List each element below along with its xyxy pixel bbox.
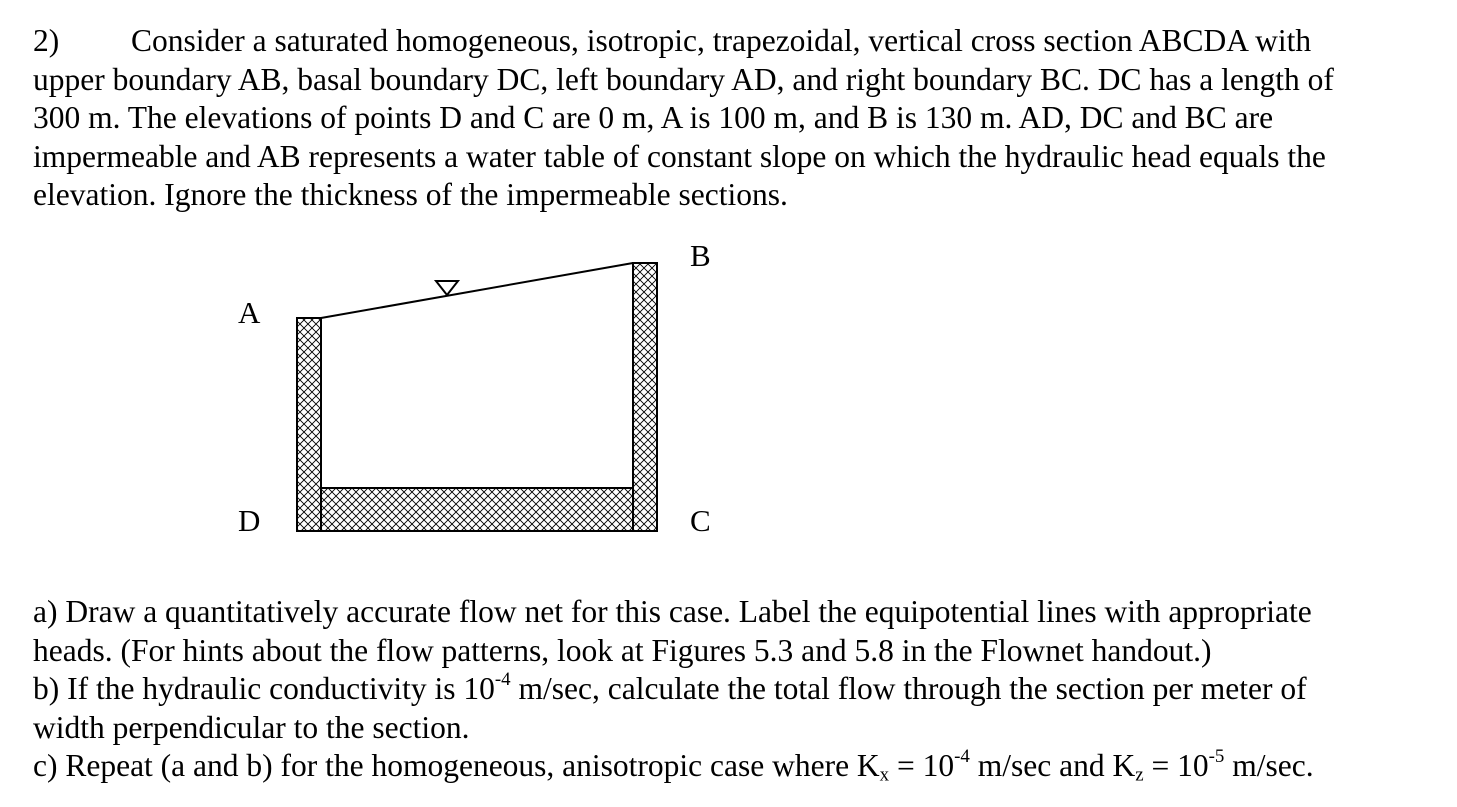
label-b: B — [690, 238, 711, 273]
part-b-line-1 — [33, 670, 1443, 709]
water-table-symbol-icon — [436, 281, 458, 295]
part-c-exponent-2: -5 — [1208, 745, 1225, 767]
question-parts — [33, 593, 1443, 786]
problem-line-4: impermeable and AB represents a water table of constant slope on which the hydraulic head equals the — [33, 138, 1326, 174]
part-c-text-mid1: = 10 — [889, 748, 955, 783]
right-impermeable-boundary — [633, 263, 657, 531]
basal-impermeable-boundary — [321, 488, 633, 531]
part-c-subscript-x: x — [879, 764, 890, 786]
part-c-line — [33, 747, 1443, 786]
label-a: A — [238, 295, 261, 330]
part-c-text-mid3: = 10 — [1143, 748, 1209, 783]
water-table-line — [321, 263, 633, 318]
part-a-line-2: heads. (For hints about the flow patterns, look at Figures 5.3 and 5.8 in the Flownet handout.) — [33, 632, 1212, 668]
problem-intro-text-1: Consider a saturated homogeneous, isotropic, trapezoidal, vertical cross section ABCDA with — [131, 23, 1312, 58]
part-c-subscript-z: z — [1135, 764, 1144, 786]
problem-line-5: elevation. Ignore the thickness of the impermeable sections. — [33, 177, 788, 212]
label-d: D — [238, 503, 261, 538]
part-c-exponent-1: -4 — [954, 745, 970, 767]
problem-line-2: upper boundary AB, basal boundary DC, left boundary AD, and right boundary BC. DC has a length of — [33, 61, 1334, 97]
part-b-exponent: -4 — [494, 668, 511, 690]
problem-line-3: 300 m. The elevations of points D and C are 0 m, A is 100 m, and B is 130 m. AD, DC and BC are — [33, 100, 1274, 135]
part-a-line-1: a) Draw a quantitatively accurate flow net for this case. Label the equipotential lines with appropriate — [33, 594, 1312, 629]
label-c: C — [690, 503, 711, 538]
part-b-text-post: m/sec, calculate the total flow through the section per meter of — [510, 671, 1307, 706]
problem-number: 2) — [33, 23, 60, 58]
left-impermeable-boundary — [297, 318, 321, 531]
part-b-line-2: width perpendicular to the section. — [33, 709, 470, 745]
part-b-text-pre: b) If the hydraulic conductivity is 10 — [33, 671, 495, 706]
part-c-text-post: m/sec. — [1224, 748, 1314, 783]
part-c-text-pre: c) Repeat (a and b) for the homogeneous, anisotropic case where K — [33, 748, 880, 783]
part-c-text-mid2: m/sec and K — [969, 748, 1136, 783]
